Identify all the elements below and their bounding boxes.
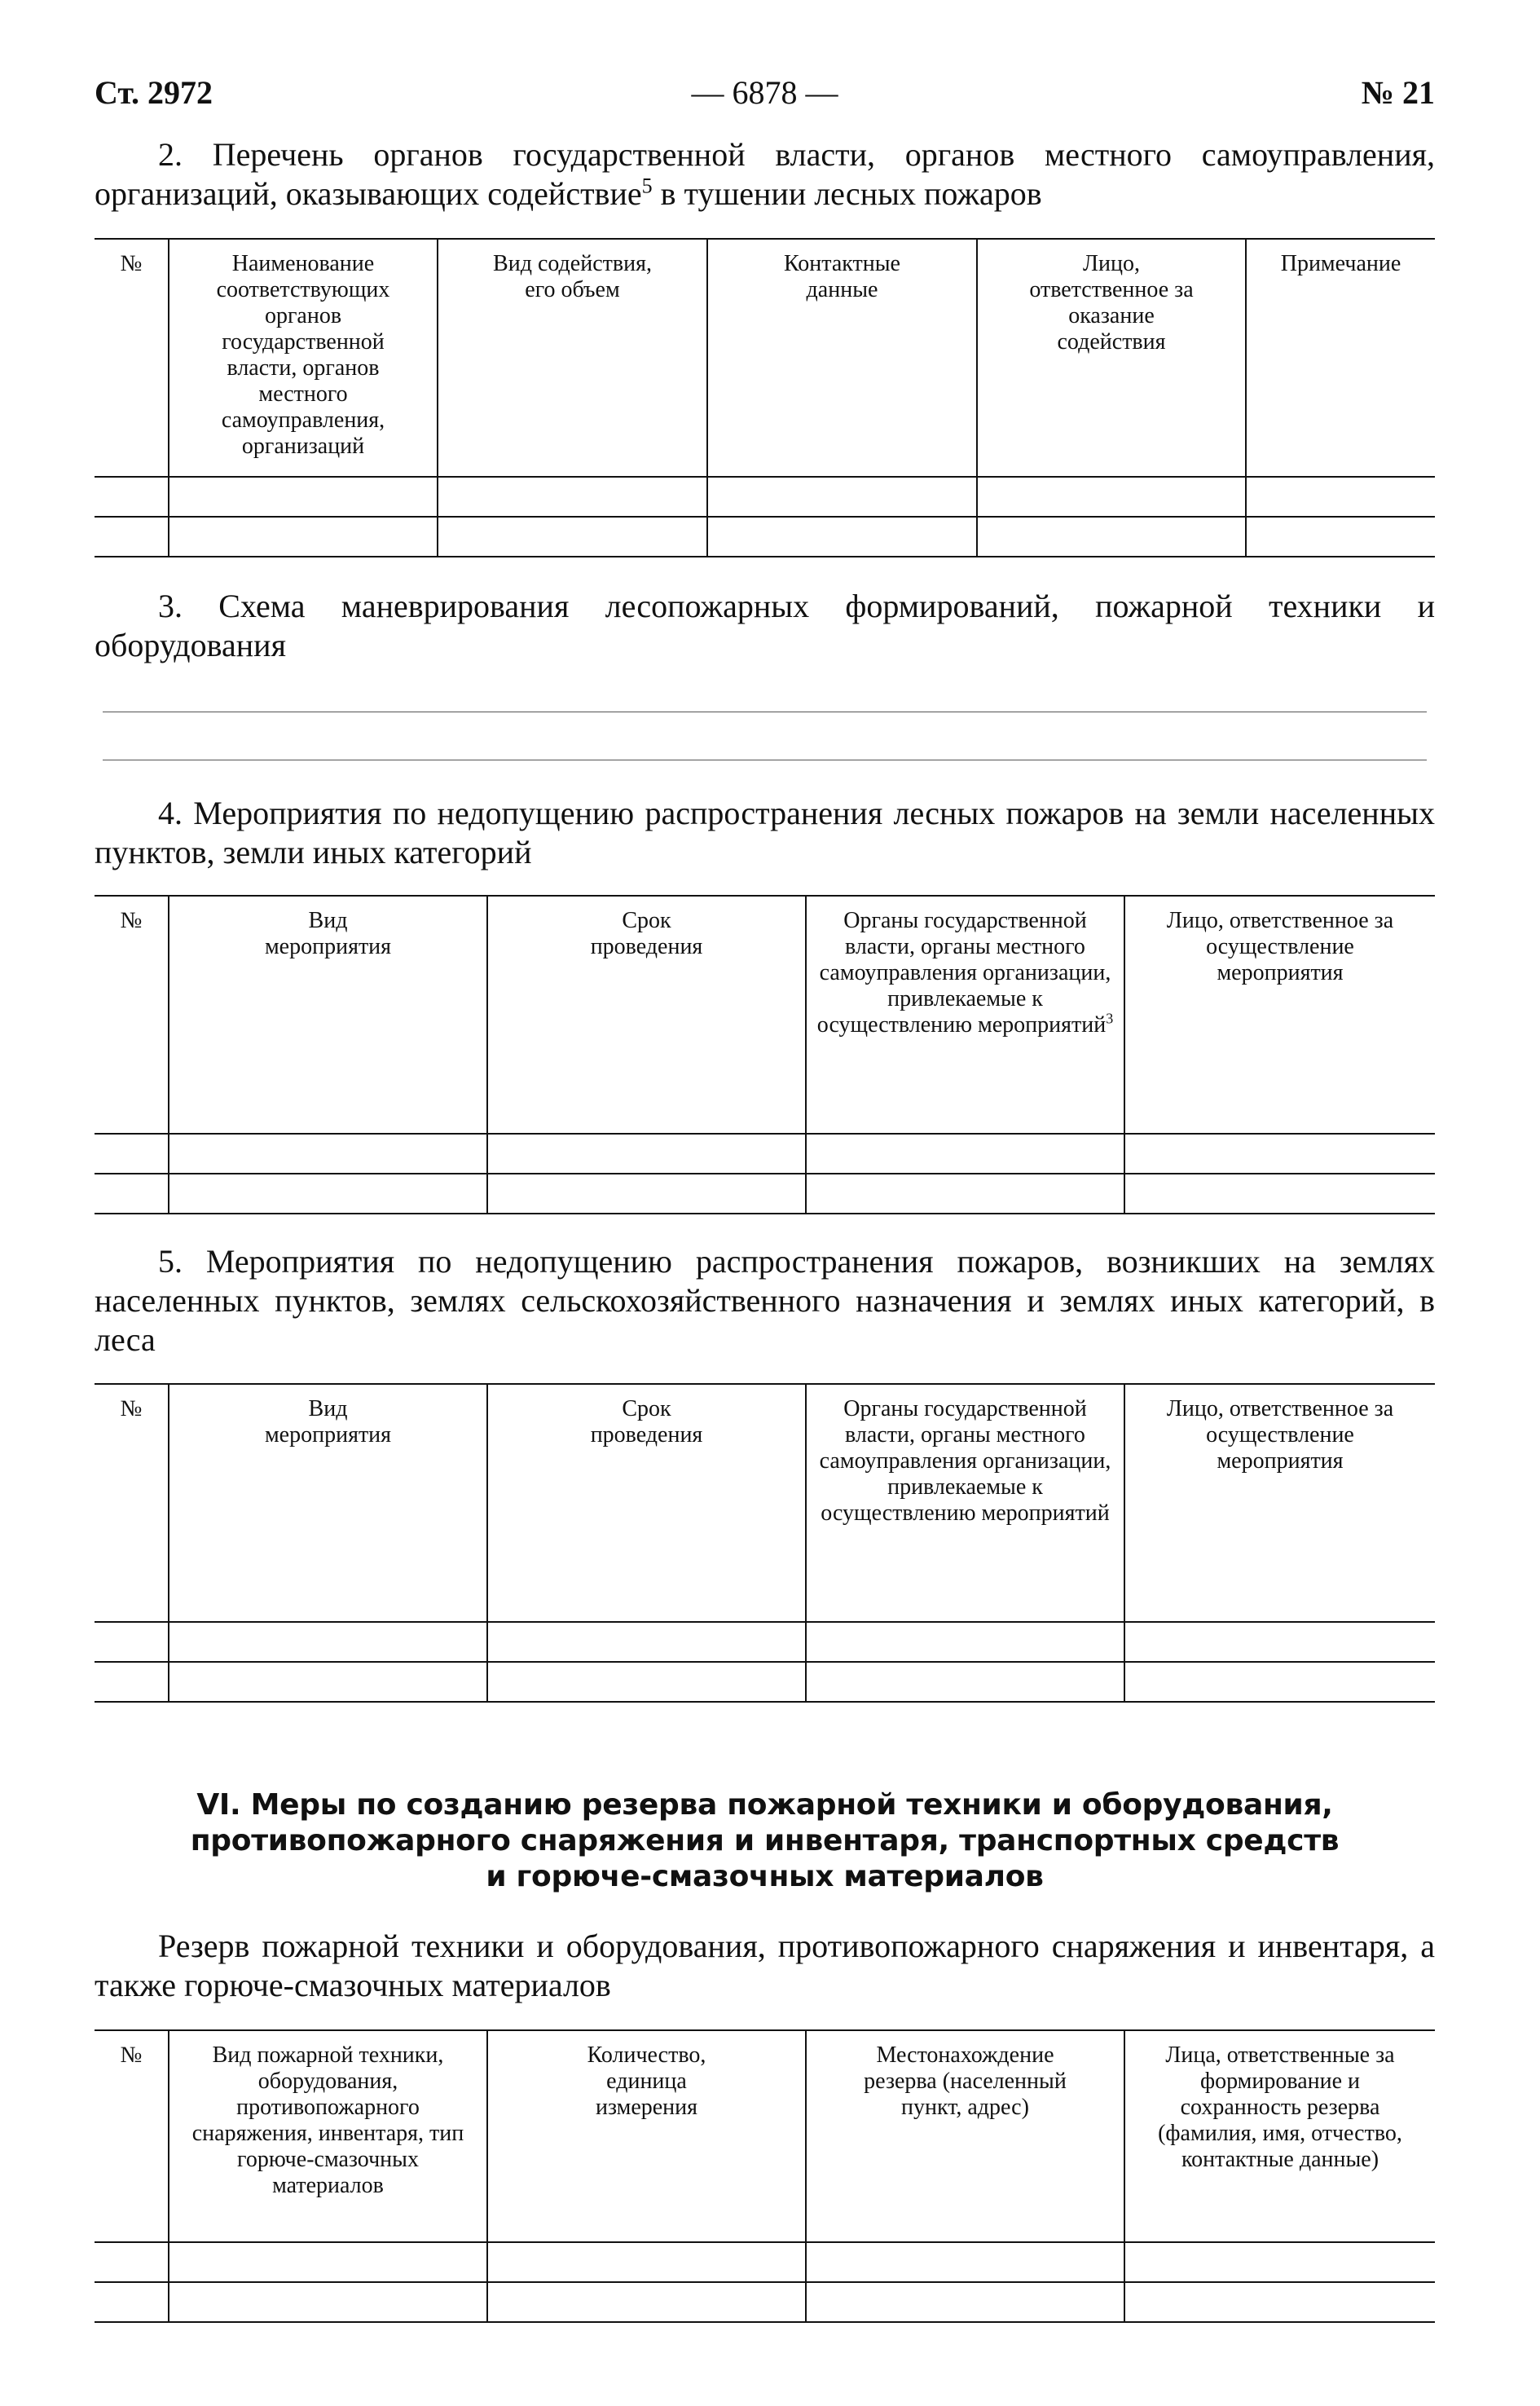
column-header: Лицо, ответственное за оказание содействия [977,239,1246,477]
article-number: Ст. 2972 [95,74,213,111]
column-header: Наименование соответствующих органов государственной власти, органов местного самоуправления, организаций [169,239,438,477]
assistance-table [95,238,1435,557]
column-header: Вид пожарной техники, оборудования, противопожарного снаряжения, инвентаря, тип горюче-смазочных материалов [169,2030,487,2242]
section-6-title [95,1787,1435,1895]
section-6-title-line: и горюче-смазочных материалов [486,1860,1044,1893]
table-row [95,1662,1435,1702]
column-header: Примечание [1246,239,1435,477]
section-4-heading: 4. Мероприятия по недопущению распространения лесных пожаров на земли населенных пунктов, земли иных категорий [95,795,1435,870]
column-header: Контактные данные [707,239,977,477]
section-6-title-line: противопожарного снаряжения и инвентаря, транспортных средств [190,1824,1340,1857]
table-row [95,2242,1435,2282]
column-header: Срок проведения [487,896,806,1134]
running-header [95,73,1435,116]
section-5-heading: 5. Мероприятия по недопущению распространения пожаров, возникших на землях населенных пунктов, землях сельскохозяйственного назначения и землях иных категорий, в леса [95,1243,1435,1358]
column-header: Срок проведения [487,1384,806,1622]
column-header: № [95,896,169,1134]
column-header: Вид содействия, его объем [438,239,707,477]
table-row [95,477,1435,517]
forest-fire-measures-table [95,895,1435,1214]
table-row [95,517,1435,557]
table-row [95,2282,1435,2322]
column-header: Органы государственной власти, органы местного самоуправления организации, привлекаемые к осуществлению мероприятий [806,1384,1124,1622]
section-2-heading [95,135,1435,214]
table-row [95,1134,1435,1174]
column-header: № [95,1384,169,1622]
section-6-title-line: VI. Меры по созданию резерва пожарной техники и оборудования, [196,1788,1333,1822]
table-row [95,1622,1435,1662]
table-row [95,1174,1435,1214]
section-3-heading: 3. Схема маневрирования лесопожарных формирований, пожарной техники и оборудования [95,588,1435,663]
column-header: Лицо, ответственное за осуществление мероприятия [1124,1384,1435,1622]
footnote-ref: 3 [1106,1010,1114,1027]
column-header: № [95,2030,169,2242]
column-header: Местонахождение резерва (населенный пункт, адрес) [806,2030,1124,2242]
section-2-text: 2. Перечень органов государственной власти, органов местного самоуправления, организаций, оказывающих содействие [95,136,1435,212]
column-header: Лицо, ответственное за осуществление мероприятия [1124,896,1435,1134]
column-header: Лица, ответственные за формирование и сохранность резерва (фамилия, имя, отчество, контактные данные) [1124,2030,1435,2242]
settlement-fire-measures-table [95,1383,1435,1703]
column-header: № [95,239,169,477]
column-header: Количество, единица измерения [487,2030,806,2242]
column-header [806,896,1124,1134]
reserve-heading: Резерв пожарной техники и оборудования, противопожарного снаряжения и инвентаря, а также горюче-смазочных материалов [95,1928,1435,2003]
footnote-ref: 5 [641,174,653,198]
column-header: Вид мероприятия [169,896,487,1134]
column-header: Вид мероприятия [169,1384,487,1622]
page-number: — 6878 — [691,74,838,111]
section-2-text-end: в тушении лесных пожаров [652,175,1042,212]
reserve-table [95,2029,1435,2323]
column-header-text: Органы государственной власти, органы местного самоуправления организации, привлекаемые к осуществлению мероприятий [816,908,1111,1038]
issue-number: № 21 [1361,74,1435,111]
